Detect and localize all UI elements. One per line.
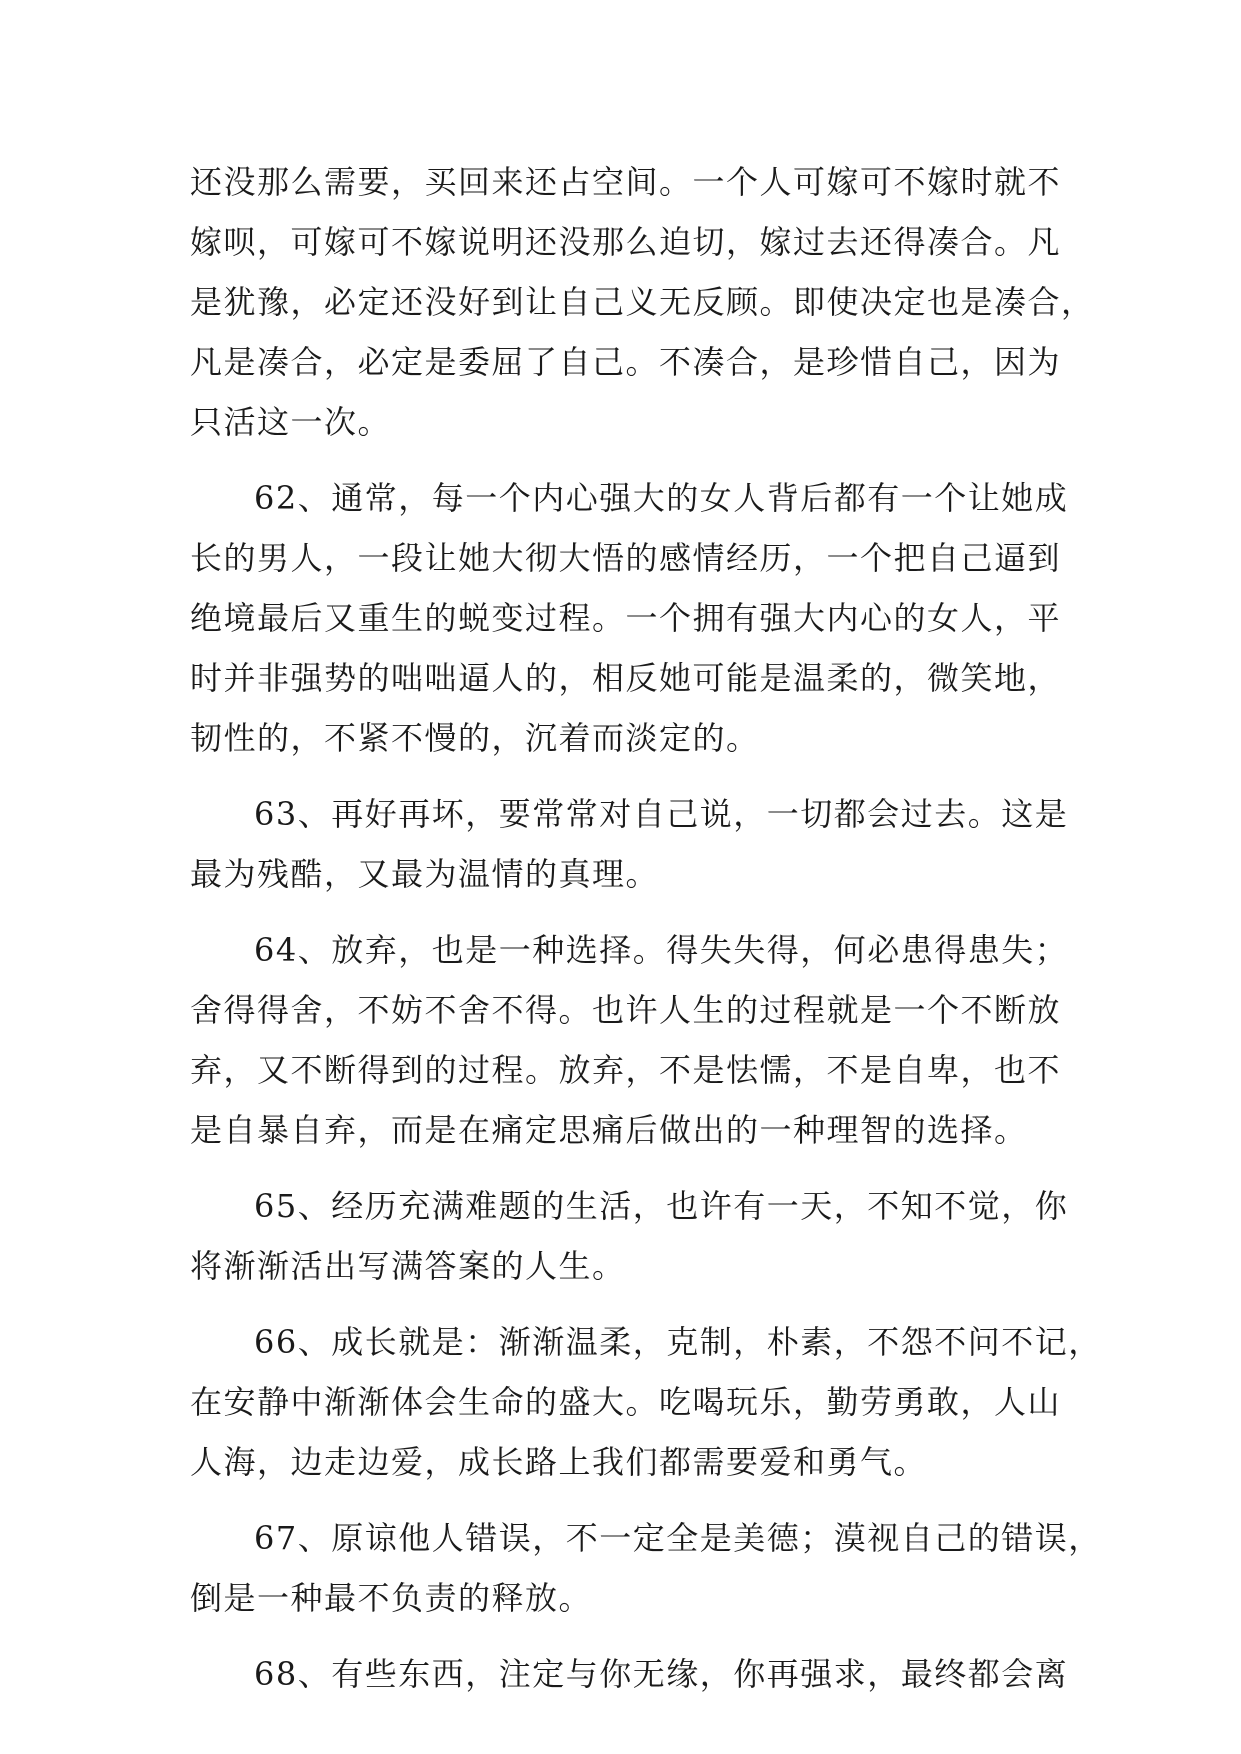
document-body [190, 152, 1102, 1704]
text-line: 舍得得舍，不妨不舍不得。也许人生的过程就是一个不断放 [190, 991, 1062, 1029]
text-line: 韧性的，不紧不慢的，沉着而淡定的。 [190, 719, 760, 757]
paragraph-61-continued [190, 152, 1095, 452]
paragraph-67 [190, 1508, 1102, 1628]
text-line: 人海，边走边爱，成长路上我们都需要爱和勇气。 [190, 1443, 928, 1481]
text-line: 时并非强势的咄咄逼人的，相反她可能是温柔的，微笑地， [190, 659, 1062, 697]
paragraph-62 [190, 468, 1069, 768]
text-line: 65、经历充满难题的生活，也许有一天，不知不觉，你 [254, 1187, 1069, 1225]
paragraph-68 [190, 1644, 1069, 1704]
text-line: 66、成长就是：渐渐温柔，克制，朴素，不怨不问不记， [254, 1323, 1102, 1361]
text-line: 凡是凑合，必定是委屈了自己。不凑合，是珍惜自己，因为 [190, 343, 1062, 381]
text-line: 最为残酷，又最为温情的真理。 [190, 855, 660, 893]
text-line: 是自暴自弃，而是在痛定思痛后做出的一种理智的选择。 [190, 1111, 1028, 1149]
text-line: 64、放弃，也是一种选择。得失失得，何必患得患失； [254, 931, 1069, 969]
text-line: 倒是一种最不负责的释放。 [190, 1579, 593, 1617]
paragraph-63 [190, 784, 1069, 904]
paragraph-66 [190, 1312, 1102, 1492]
text-line: 只活这一次。 [190, 403, 392, 441]
text-line: 绝境最后又重生的蜕变过程。一个拥有强大内心的女人，平 [190, 599, 1062, 637]
text-line: 68、有些东西，注定与你无缘，你再强求，最终都会离 [254, 1655, 1069, 1693]
text-line: 在安静中渐渐体会生命的盛大。吃喝玩乐，勤劳勇敢，人山 [190, 1383, 1062, 1421]
text-line: 63、再好再坏，要常常对自己说，一切都会过去。这是 [254, 795, 1069, 833]
text-line: 弃，又不断得到的过程。放弃，不是怯懦，不是自卑，也不 [190, 1051, 1062, 1089]
text-line: 还没那么需要，买回来还占空间。一个人可嫁可不嫁时就不 [190, 163, 1062, 201]
text-line: 嫁呗，可嫁可不嫁说明还没那么迫切，嫁过去还得凑合。凡 [190, 223, 1062, 261]
text-line: 是犹豫，必定还没好到让自己义无反顾。即使决定也是凑合， [190, 283, 1095, 321]
text-line: 长的男人，一段让她大彻大悟的感情经历，一个把自己逼到 [190, 539, 1062, 577]
text-line: 62、通常，每一个内心强大的女人背后都有一个让她成 [254, 479, 1069, 517]
paragraph-64 [190, 920, 1069, 1160]
text-line: 67、原谅他人错误，不一定全是美德；漠视自己的错误， [254, 1519, 1102, 1557]
paragraph-65 [190, 1176, 1069, 1296]
text-line: 将渐渐活出写满答案的人生。 [190, 1247, 626, 1285]
